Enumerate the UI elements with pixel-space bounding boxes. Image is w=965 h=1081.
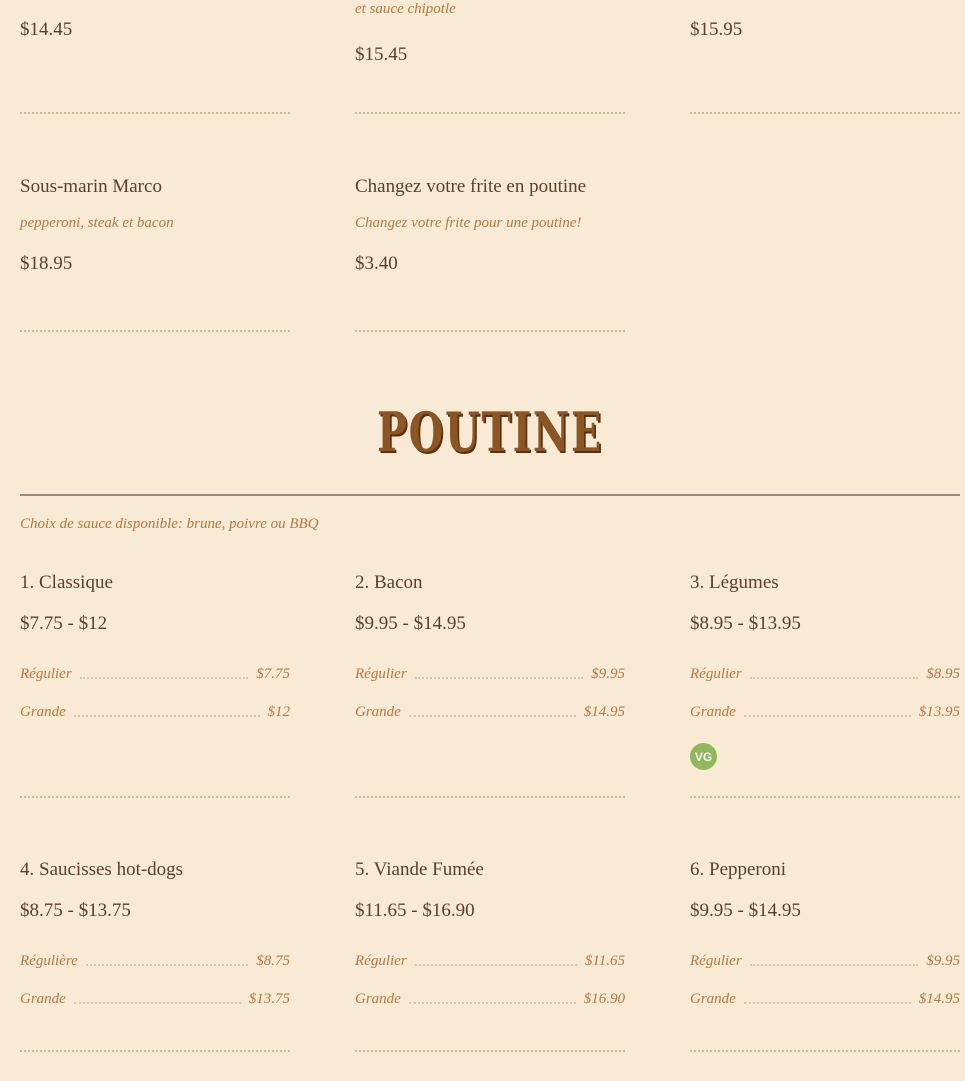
- size-price: $16.90: [583, 991, 625, 1007]
- section-title-wrap: [0, 400, 965, 464]
- size-label: Grande: [355, 991, 401, 1007]
- menu-item-name: Changez votre frite en poutine: [355, 176, 587, 197]
- section-note: Choix de sauce disponible: brune, poivre ou BBQ: [20, 516, 319, 532]
- size-label: Régulier: [20, 666, 72, 682]
- menu-item-saucisses[interactable]: [20, 859, 290, 1008]
- size-price: $14.95: [918, 991, 960, 1007]
- size-option[interactable]: [355, 950, 625, 970]
- size-price: $13.95: [918, 704, 960, 720]
- dotted-separator: [20, 112, 290, 114]
- menu-item-viande-fumee[interactable]: [355, 859, 625, 1008]
- size-label: Régulier: [355, 666, 407, 682]
- menu-item-price-range: $7.75 - $12: [20, 613, 108, 634]
- menu-item-price: $15.95: [690, 19, 743, 40]
- menu-item-description: et sauce chipotle: [355, 1, 456, 17]
- menu-item-name: 4. Saucisses hot-dogs: [20, 859, 184, 880]
- size-price: $14.95: [583, 704, 625, 720]
- size-label: Grande: [20, 704, 66, 720]
- menu-item-price: $3.40: [355, 253, 398, 274]
- dotted-separator: [690, 796, 960, 798]
- menu-item[interactable]: [20, 176, 310, 275]
- size-price: $9.95: [926, 953, 960, 969]
- menu-item-classique[interactable]: [20, 572, 290, 721]
- menu-item-name: Sous-marin Marco: [20, 176, 162, 197]
- menu-item-description: Changez votre frite pour une poutine!: [355, 215, 582, 231]
- size-option[interactable]: [690, 988, 960, 1008]
- size-price: $8.75: [256, 953, 290, 969]
- menu-item-name: 3. Légumes: [690, 572, 779, 593]
- size-label: Régulier: [690, 953, 742, 969]
- size-price: $11.65: [584, 953, 625, 969]
- menu-item-price: $18.95: [20, 253, 73, 274]
- menu-item-name: 1. Classique: [20, 572, 113, 593]
- section-title: POUTINE: [377, 400, 603, 464]
- menu-item-price-range: $9.95 - $14.95: [355, 613, 466, 634]
- size-option[interactable]: [690, 950, 960, 970]
- size-price: $7.75: [256, 666, 290, 682]
- menu-item-name: 6. Pepperoni: [690, 859, 787, 880]
- menu-item-name: 5. Viande Fumée: [355, 859, 484, 880]
- size-option[interactable]: [20, 988, 290, 1008]
- size-option[interactable]: [20, 701, 290, 721]
- size-label: Régulière: [20, 953, 78, 969]
- size-price: $12: [267, 704, 290, 720]
- menu-item-description: pepperoni, steak et bacon: [20, 215, 174, 231]
- size-label: Régulier: [355, 953, 407, 969]
- menu-item-price: $14.45: [20, 19, 73, 40]
- menu-item-legumes[interactable]: [690, 572, 960, 770]
- dotted-separator: [355, 112, 625, 114]
- size-price: $13.75: [248, 991, 290, 1007]
- size-label: Grande: [20, 991, 66, 1007]
- menu-item-price-range: $8.95 - $13.95: [690, 613, 801, 634]
- menu-item-price: $15.45: [355, 44, 408, 65]
- size-option[interactable]: [690, 663, 960, 683]
- dotted-separator: [355, 1050, 625, 1052]
- menu-item-price-range: $9.95 - $14.95: [690, 900, 801, 921]
- size-price: $8.95: [926, 666, 960, 682]
- size-option[interactable]: [20, 950, 290, 970]
- dotted-separator: [690, 112, 960, 114]
- size-option[interactable]: [20, 663, 290, 683]
- size-label: Régulier: [690, 666, 742, 682]
- size-price: $9.95: [591, 666, 625, 682]
- size-option[interactable]: [355, 701, 625, 721]
- menu-item[interactable]: [355, 176, 655, 275]
- size-label: Grande: [690, 991, 736, 1007]
- dotted-separator: [20, 1050, 290, 1052]
- size-label: Grande: [355, 704, 401, 720]
- menu-item-name: 2. Bacon: [355, 572, 423, 593]
- dotted-separator: [355, 330, 625, 332]
- dotted-separator: [20, 796, 290, 798]
- menu-item-price-range: $8.75 - $13.75: [20, 900, 131, 921]
- size-label: Grande: [690, 704, 736, 720]
- dotted-separator: [20, 330, 290, 332]
- size-option[interactable]: [355, 663, 625, 683]
- menu-item-bacon[interactable]: [355, 572, 625, 721]
- menu-item-price-range: $11.65 - $16.90: [355, 900, 475, 921]
- vegetarian-badge-icon: VG: [690, 743, 717, 770]
- size-option[interactable]: [355, 988, 625, 1008]
- dotted-separator: [355, 796, 625, 798]
- section-rule: [20, 494, 960, 496]
- dotted-separator: [690, 1050, 960, 1052]
- size-option[interactable]: [690, 701, 960, 721]
- menu-item-pepperoni[interactable]: [690, 859, 960, 1008]
